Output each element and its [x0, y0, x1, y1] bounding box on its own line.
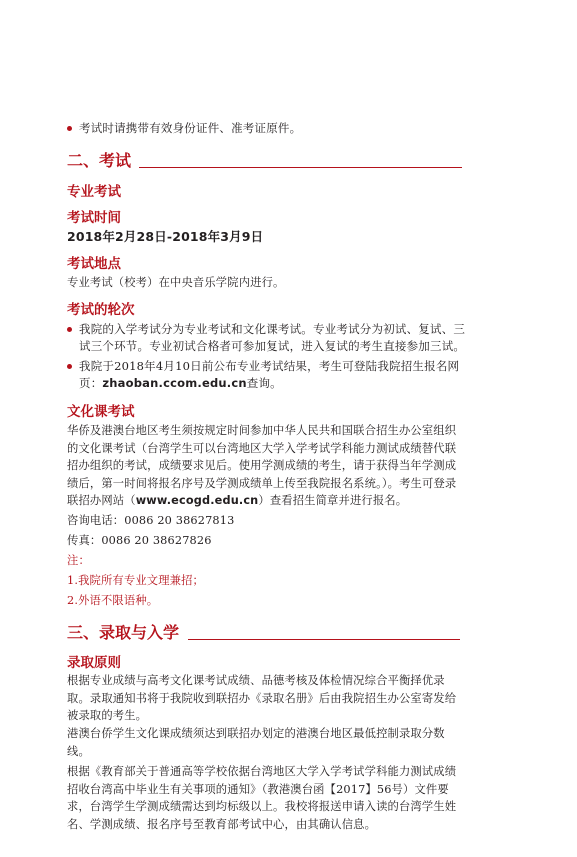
section-title: 三、录取与入学 — [67, 623, 180, 642]
bullet-text: 我院的入学考试分为专业考试和文化课考试。专业考试分为初试、复试、三试三个环节。专业初试合格者可参加复试，进入复试的考生直接参加三试。 — [79, 322, 466, 353]
registration-url[interactable]: zhaoban.ccom.edu.cn — [102, 376, 247, 390]
paragraph-text: 华侨及港澳台地区考生须按规定时间参加中华人民共和国联合招生办公室组织的文化课考试（台湾学生可以台湾地区大学入学考试学科能力测试成绩替代联招办组织的考试，成绩要求见后。使用学测成绩的考生，请于获得当年学测成绩后，第一时间将报名序号及学测成绩单上传至我院报名系统。）。考生可登录联招办网站（ — [67, 424, 457, 507]
bullet-text: 考试时请携带有效身份证件、准考证原件。 — [79, 121, 302, 135]
bullet-text-part: 我院于2018年4月10日前公布专业考试结果，考生可登陆我院招生报名网页： — [79, 359, 460, 390]
bullet-text — [79, 358, 469, 392]
website-url[interactable]: www.ecogd.edu.cn — [135, 494, 259, 507]
paragraph: 港澳台侨学生文化课成绩须达到联招办划定的港澳台地区最低控制录取分数线。 — [67, 727, 445, 758]
section-title: 二、考试 — [67, 151, 132, 170]
paragraph: 根据《教育部关于普通高等学校依据台湾地区大学入学考试学科能力测试成绩招收台湾高中毕业生有关事项的通知》（教港澳台函【2017】56号）文件要求，台湾学生学测成绩需达到均标级以上。我校将报送申请入读的台湾学生姓名、学测成绩、报名序号至教育部考试中心，由其确认信息。 — [67, 765, 457, 831]
exam-date: 2018年2月28日-2018年3月9日 — [67, 229, 264, 244]
subsection-heading: 文化课考试 — [67, 404, 135, 420]
subsection-heading: 考试的轮次 — [67, 302, 135, 318]
fax-number: 传真：0086 20 38627826 — [67, 534, 212, 547]
subsection-heading: 考试时间 — [67, 210, 121, 226]
bullet-icon — [67, 327, 72, 332]
subsection-heading: 考试地点 — [67, 256, 121, 272]
paragraph: 根据专业成绩与高考文化课考试成绩、品德考核及体检情况综合平衡择优录取。录取通知书将于我院收到联招办《录取名册》后由我院招生办公室寄发给被录取的考生。 — [67, 674, 457, 722]
paragraph: 专业考试（校考）在中央音乐学院内进行。 — [67, 276, 285, 289]
subsection-heading: 录取原则 — [67, 655, 121, 671]
section-divider — [188, 639, 460, 640]
paragraph-text: ）查看招生简章并进行报名。 — [258, 494, 408, 507]
phone-number: 咨询电话：0086 20 38627813 — [67, 514, 235, 527]
section-divider — [139, 167, 462, 168]
bullet-text-part: 查询。 — [246, 376, 282, 390]
note-label: 注： — [67, 554, 90, 567]
bullet-icon — [67, 126, 72, 131]
bullet-icon — [67, 364, 72, 369]
paragraph — [67, 422, 465, 510]
subsection-heading: 专业考试 — [67, 184, 121, 200]
note-item: 2.外语不限语种。 — [67, 594, 159, 607]
note-item: 1.我院所有专业文理兼招； — [67, 574, 204, 587]
